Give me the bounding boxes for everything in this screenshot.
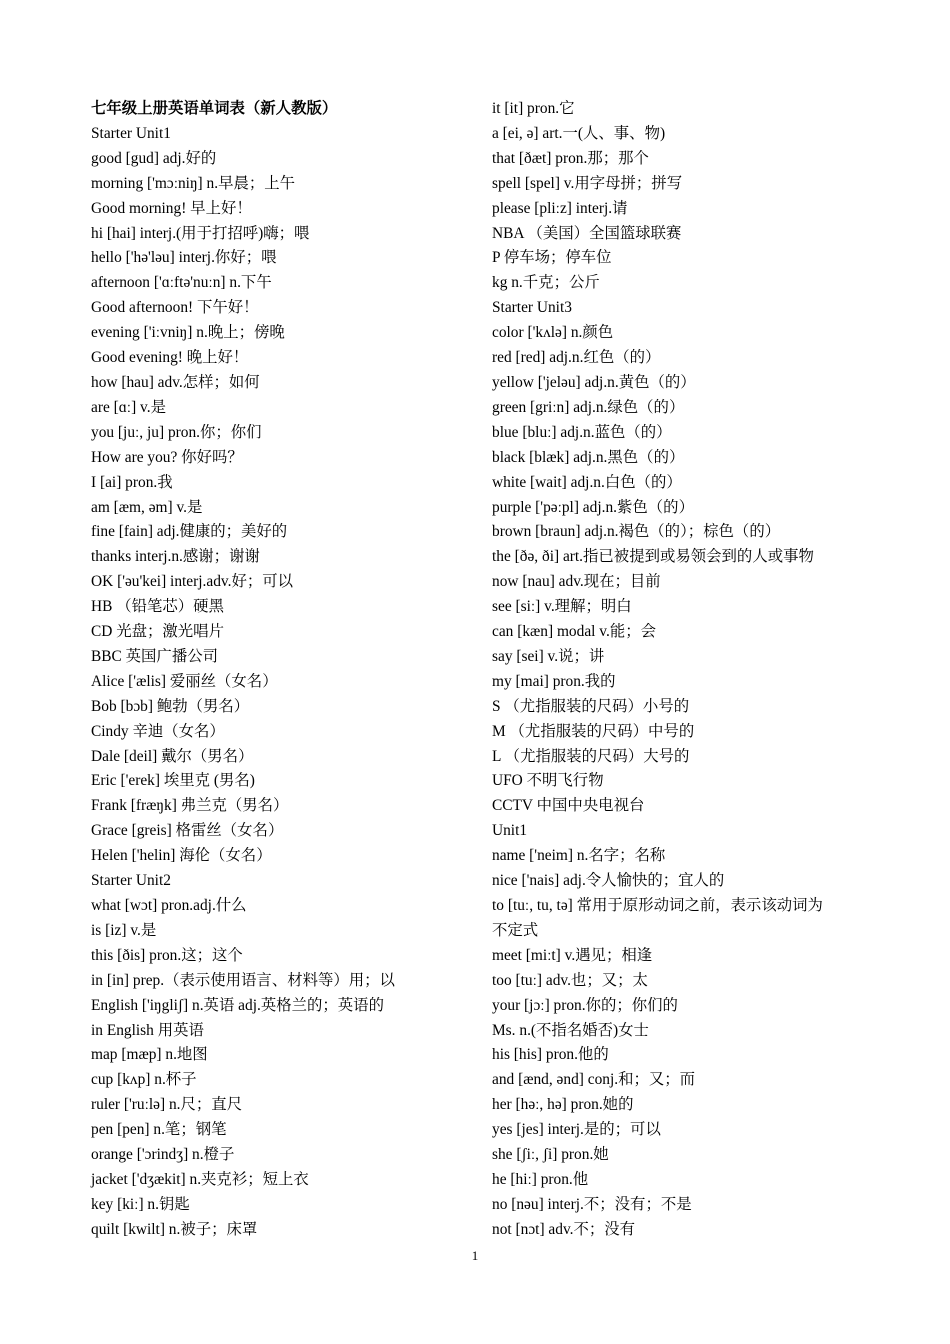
- word-entry: she [ʃiː, ʃi] pron.她: [492, 1146, 609, 1164]
- word-entry: he [hiː] pron.他: [492, 1170, 589, 1188]
- word-entry: white [wait] adj.n.白色（的）: [492, 473, 682, 491]
- word-entry: Cindy 辛迪（女名）: [91, 722, 225, 740]
- word-entry: fine [fain] adj.健康的；美好的: [91, 523, 288, 541]
- word-entry: Unit1: [492, 822, 528, 840]
- word-entry: NBA （美国）全国篮球联赛: [492, 224, 682, 242]
- word-entry: it [it] pron.它: [492, 100, 575, 117]
- word-entry: is [iz] v.是: [91, 921, 157, 939]
- word-entry: not [nɔt] adv.不；没有: [492, 1220, 636, 1238]
- word-entry: thanks interj.n.感谢；谢谢: [91, 548, 260, 566]
- word-entry: now [nau] adv.现在；目前: [492, 573, 661, 591]
- word-entry: map [mæp] n.地图: [91, 1046, 208, 1064]
- page-number: 1: [471, 1248, 479, 1263]
- word-entry: M （尤指服装的尺码）中号的: [492, 722, 695, 740]
- word-entry: red [red] adj.n.红色（的）: [492, 349, 661, 367]
- word-entry: Starter Unit1: [91, 124, 171, 142]
- word-entry: BBC 英国广播公司: [91, 647, 218, 665]
- word-entry: cup [kʌp] n.杯子: [91, 1071, 197, 1089]
- word-entry: meet [miːt] v.遇见；相逢: [492, 946, 653, 964]
- word-entry: jacket ['dʒækit] n.夹克衫；短上衣: [91, 1170, 309, 1188]
- word-entry: kg n.千克；公斤: [492, 274, 600, 292]
- word-entry: UFO 不明飞行物: [492, 772, 604, 790]
- word-entry: Starter Unit2: [91, 872, 171, 890]
- word-entry: yes [jes] interj.是的；可以: [492, 1121, 661, 1139]
- document-title: 七年级上册英语单词表（新人教版）: [91, 100, 338, 117]
- word-entry: Ms. n.(不指名婚否)女士: [492, 1021, 649, 1039]
- word-entry: Alice ['ælis] 爱丽丝（女名）: [91, 672, 278, 690]
- word-entry: green [griːn] adj.n.绿色（的）: [492, 398, 685, 416]
- word-entry: How are you? 你好吗？: [91, 448, 243, 466]
- word-entry: that [ðæt] pron.那；那个: [492, 149, 649, 167]
- word-entry: Eric ['erek] 埃里克 (男名): [91, 772, 255, 790]
- word-entry: Bob [bɔb] 鲍勃（男名）: [91, 697, 250, 715]
- word-entry: blue [bluː] adj.n.蓝色（的）: [492, 423, 672, 441]
- word-entry: Grace [greis] 格雷丝（女名）: [91, 822, 284, 840]
- word-entry: black [blæk] adj.n.黑色（的）: [492, 448, 685, 466]
- word-entry: pen [pen] n.笔；钢笔: [91, 1121, 227, 1139]
- word-entry: Dale [deil] 戴尔（男名）: [91, 747, 254, 765]
- left-word-list: [91, 122, 481, 1243]
- word-entry: 不定式: [492, 921, 539, 939]
- word-entry: hello ['hə'ləu] interj.你好；喂: [91, 249, 277, 267]
- word-entry: CCTV 中国中央电视台: [492, 797, 645, 815]
- word-entry: key [kiː] n.钥匙: [91, 1195, 190, 1213]
- word-entry: afternoon ['ɑːftə'nuːn] n.下午: [91, 274, 272, 292]
- word-entry: English ['iŋgliʃ] n.英语 adj.英格兰的；英语的: [91, 996, 384, 1014]
- word-entry: L （尤指服装的尺码）大号的: [492, 747, 690, 765]
- word-entry: this [ðis] pron.这；这个: [91, 946, 243, 964]
- word-entry: hi [hai] interj.(用于打招呼)嗨；喂: [91, 224, 310, 242]
- word-entry: CD 光盘；激光唱片: [91, 623, 224, 641]
- word-entry: his [his] pron.他的: [492, 1046, 609, 1064]
- word-entry: how [hau] adv.怎样；如何: [91, 373, 260, 391]
- word-entry: OK ['əu'kei] interj.adv.好；可以: [91, 573, 294, 591]
- right-column: [492, 97, 872, 1243]
- word-entry: HB （铅笔芯）硬黑: [91, 598, 224, 616]
- word-entry: spell [spel] v.用字母拼；拼写: [492, 174, 683, 192]
- word-entry: you [juː, ju] pron.你；你们: [91, 423, 262, 441]
- word-entry: am [æm, əm] v.是: [91, 498, 203, 516]
- word-entry: are [ɑː] v.是: [91, 398, 166, 416]
- word-entry: evening ['iːvniŋ] n.晚上；傍晚: [91, 324, 285, 342]
- word-entry: her [həː, hə] pron.她的: [492, 1096, 634, 1114]
- word-entry: please [pliːz] interj.请: [492, 199, 628, 217]
- word-entry: brown [braun] adj.n.褐色（的）；棕色（的）: [492, 523, 781, 541]
- word-entry: what [wɔt] pron.adj.什么: [91, 897, 247, 914]
- right-word-list: [492, 97, 872, 1243]
- word-entry: orange ['ɔrindʒ] n.橙子: [91, 1146, 235, 1164]
- word-entry: quilt [kwilt] n.被子；床罩: [91, 1220, 258, 1238]
- word-entry: in [in] prep.（表示使用语言、材料等）用；以: [91, 971, 395, 989]
- word-entry: I [ai] pron.我: [91, 473, 173, 491]
- word-entry: morning ['mɔːniŋ] n.早晨；上午: [91, 174, 296, 192]
- word-entry: Good evening! 晚上好！: [91, 349, 249, 367]
- word-entry: see [siː] v.理解；明白: [492, 598, 632, 616]
- word-entry: can [kæn] modal v.能；会: [492, 623, 656, 641]
- word-entry: purple ['pəːpl] adj.n.紫色（的）: [492, 498, 694, 516]
- word-entry: ruler ['ruːlə] n.尺；直尺: [91, 1096, 243, 1114]
- word-entry: Helen ['helin] 海伦（女名）: [91, 847, 272, 865]
- word-entry: Starter Unit3: [492, 299, 572, 317]
- word-entry: and [ænd, ənd] conj.和；又；而: [492, 1071, 696, 1089]
- word-entry: Frank [fræŋk] 弗兰克（男名）: [91, 797, 289, 815]
- word-entry: P 停车场；停车位: [492, 249, 612, 267]
- word-entry: the [ðə, ði] art.指已被提到或易领会到的人或事物: [492, 548, 814, 566]
- word-entry: my [mai] pron.我的: [492, 672, 616, 690]
- word-entry: your [jɔː] pron.你的；你们的: [492, 996, 678, 1014]
- word-entry: S （尤指服装的尺码）小号的: [492, 697, 690, 715]
- word-entry: Good morning! 早上好！: [91, 199, 252, 217]
- word-entry: yellow ['jeləu] adj.n.黄色（的）: [492, 373, 696, 391]
- word-entry: nice ['nais] adj.令人愉快的；宜人的: [492, 872, 725, 890]
- word-entry: color ['kʌlə] n.颜色: [492, 324, 614, 342]
- word-entry: to [tuː, tu, tə] 常用于原形动词之前，表示该动词为: [492, 897, 823, 914]
- word-entry: good [gud] adj.好的: [91, 149, 217, 167]
- word-entry: too [tuː] adv.也；又；太: [492, 971, 648, 989]
- left-column: [91, 97, 481, 1243]
- word-entry: Good afternoon! 下午好！: [91, 299, 259, 317]
- word-entry: name ['neim] n.名字；名称: [492, 847, 666, 865]
- word-entry: in English 用英语: [91, 1021, 204, 1039]
- word-entry: a [ei, ə] art.一(人、事、物): [492, 124, 666, 142]
- word-entry: no [nəu] interj.不；没有；不是: [492, 1195, 692, 1213]
- word-entry: say [sei] v.说；讲: [492, 647, 605, 665]
